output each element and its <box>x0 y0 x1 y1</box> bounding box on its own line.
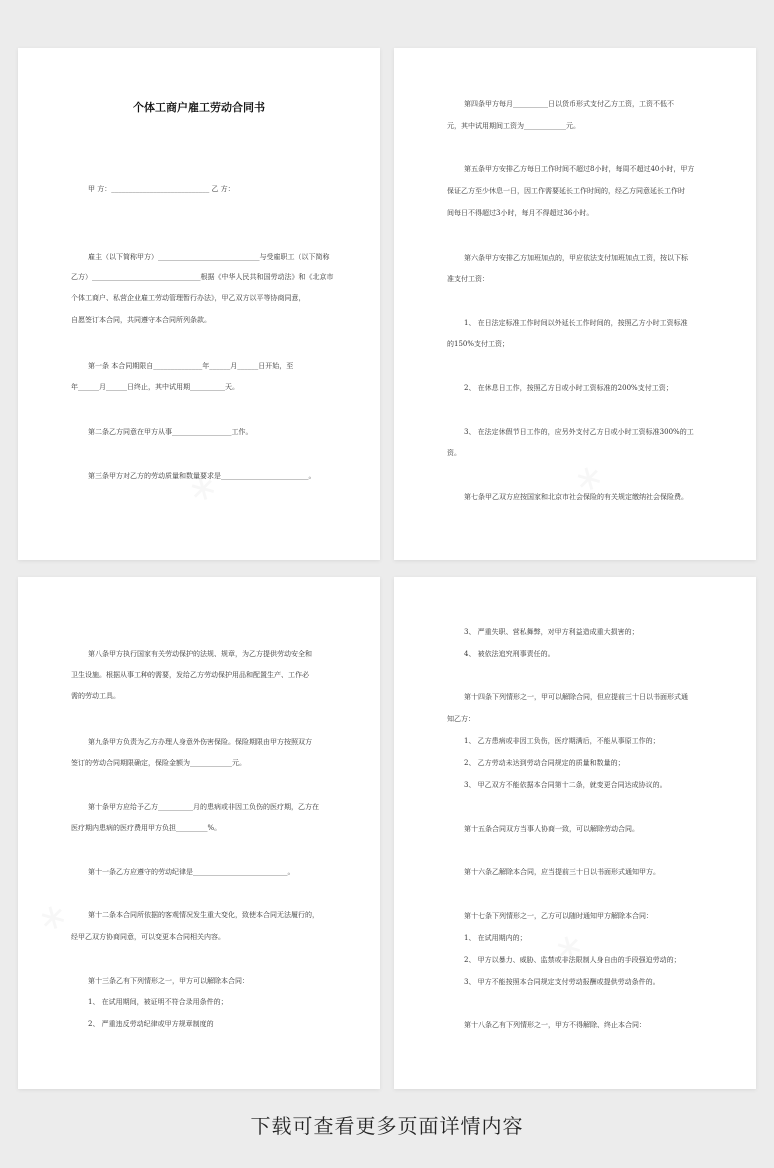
clause-10: 第十条甲方应给予乙方__________月的患病或非因工负伤的医疗期，乙方在 <box>88 803 319 811</box>
clause-8: 第八条甲方执行国家有关劳动保护的法规、规章，为乙方提供劳动安全和 <box>88 650 312 658</box>
text-line: 雇主（以下简称甲方）_____________________________与受雇职工（以下简称 <box>88 253 330 261</box>
list-item: 1、 在试用期内的； <box>464 934 527 942</box>
text-line: 准支付工资： <box>447 275 489 283</box>
clause-6: 第六条甲方安排乙方加班加点的，甲应依法支付加班加点工资，按以下标 <box>464 254 688 262</box>
text-line: 个体工商户、私营企业雇工劳动管理暂行办法》，甲乙双方以平等协商同意， <box>71 294 306 302</box>
list-item: 2、 甲方以暴力、威胁、监禁或非法限制人身自由的手段强迫劳动的； <box>464 956 681 964</box>
clause-2: 第二条乙方同意在甲方从事_________________工作。 <box>88 428 253 436</box>
text-line: 卫生设施。根据从事工种的需要，发给乙方劳动保护用品和配置生产、工作必 <box>71 671 309 679</box>
contract-title: 个体工商户雇工劳动合同书 <box>133 101 265 114</box>
list-item: 3、 甲方不能按照本合同规定支付劳动报酬或提供劳动条件的。 <box>464 978 660 986</box>
party-line: 甲 方：____________________________ 乙 方： <box>88 185 235 193</box>
document-page-3 <box>18 577 380 1089</box>
clause-7: 第七条甲乙双方应按国家和北京市社会保险的有关规定缴纳社会保险费。 <box>464 493 688 501</box>
download-more-caption[interactable]: 下载可查看更多页面详情内容 <box>250 1114 524 1138</box>
clause-12: 第十二条本合同所依据的客观情况发生重大变化，致使本合同无法履行的， <box>88 911 319 919</box>
list-item: 1、 乙方患病或非因工负伤，医疗期满后，不能从事原工作的； <box>464 737 660 745</box>
document-page-4 <box>394 577 756 1089</box>
clause-1: 第一条 本合同期限自______________年______月______日开始，至 <box>88 362 294 370</box>
document-page-1 <box>18 48 380 560</box>
watermark <box>544 922 594 972</box>
text-line: 知乙方： <box>447 715 475 723</box>
list-item: 2、 乙方劳动未达到劳动合同规定的质量和数量的； <box>464 759 625 767</box>
document-page-2 <box>394 48 756 560</box>
clause-17: 第十七条下列情形之一，乙方可以随时通知甲方解除本合同： <box>464 912 653 920</box>
text-line: 经甲乙双方协商同意，可以变更本合同相关内容。 <box>71 933 225 941</box>
clause-14: 第十四条下列情形之一，甲可以解除合同，但应提前三十日以书面形式通 <box>464 693 688 701</box>
text-line: 间每日不得超过3小时，每月不得超过36小时。 <box>447 209 594 217</box>
list-item: 2、 在休息日工作，按照乙方日或小时工资标准的200%支付工资； <box>464 384 673 392</box>
text-line: 自愿签订本合同，共同遵守本合同所列条款。 <box>71 316 211 324</box>
list-item: 3、 严重失职、营私舞弊，对甲方利益造成重大损害的； <box>464 628 639 636</box>
clause-11: 第十一条乙方应遵守的劳动纪律是___________________________。 <box>88 868 295 876</box>
clause-5: 第五条甲方安排乙方每日工作时间不超过8小时，每周不超过40小时，甲方 <box>464 165 695 173</box>
clause-3: 第三条甲方对乙方的劳动质量和数量要求是_________________________。 <box>88 472 316 480</box>
clause-13: 第十三条乙有下列情形之一，甲方可以解除本合同： <box>88 977 249 985</box>
text-line: 医疗期内患病的医疗费用甲方负担_________%。 <box>71 824 222 832</box>
text-line: 元，其中试用期间工资为____________元。 <box>447 122 580 130</box>
clause-4: 第四条甲方每月__________日以货币形式支付乙方工资，工资不低不 <box>464 100 674 108</box>
text-line: 签订的劳动合同期限确定，保险金额为____________元。 <box>71 759 246 767</box>
clause-16: 第十六条乙解除本合同，应当提前三十日以书面形式通知甲方。 <box>464 868 660 876</box>
text-line: 乙方）_______________________________根据《中华人民共和国劳动法》和《北京市 <box>71 273 334 281</box>
text-line: 年______月______日终止，其中试用期__________天。 <box>71 383 239 391</box>
text-line: 需的劳动工具。 <box>71 692 120 700</box>
list-item: 1、 在试用期间，被证明不符合录用条件的； <box>88 998 228 1006</box>
text-line: 的150%支付工资； <box>447 340 510 348</box>
clause-9: 第九条甲方负责为乙方办理人身意外伤害保险。保险期限由甲方按照双方 <box>88 738 312 746</box>
text-line: 保证乙方至少休息一日，因工作需要延长工作时间的，经乙方同意延长工作时 <box>447 187 685 195</box>
clause-15: 第十五条合同双方当事人协商一致，可以解除劳动合同。 <box>464 825 639 833</box>
list-item: 3、 甲乙双方不能依据本合同第十二条，就变更合同达成协议的。 <box>464 781 667 789</box>
list-item: 3、 在法定休假节日工作的，应另外支付乙方日或小时工资标准300%的工 <box>464 428 694 436</box>
text-line: 资。 <box>447 449 461 457</box>
watermark <box>178 463 228 513</box>
clause-18: 第十八条乙有下列情形之一，甲方不得解除、终止本合同： <box>464 1021 646 1029</box>
list-item: 1、 在日法定标准工作时间以外延长工作时间的，按照乙方小时工资标准 <box>464 319 688 327</box>
list-item: 2、 严重违反劳动纪律或甲方规章制度的 <box>88 1020 214 1028</box>
list-item: 4、 被依法追究刑事责任的。 <box>464 650 555 658</box>
